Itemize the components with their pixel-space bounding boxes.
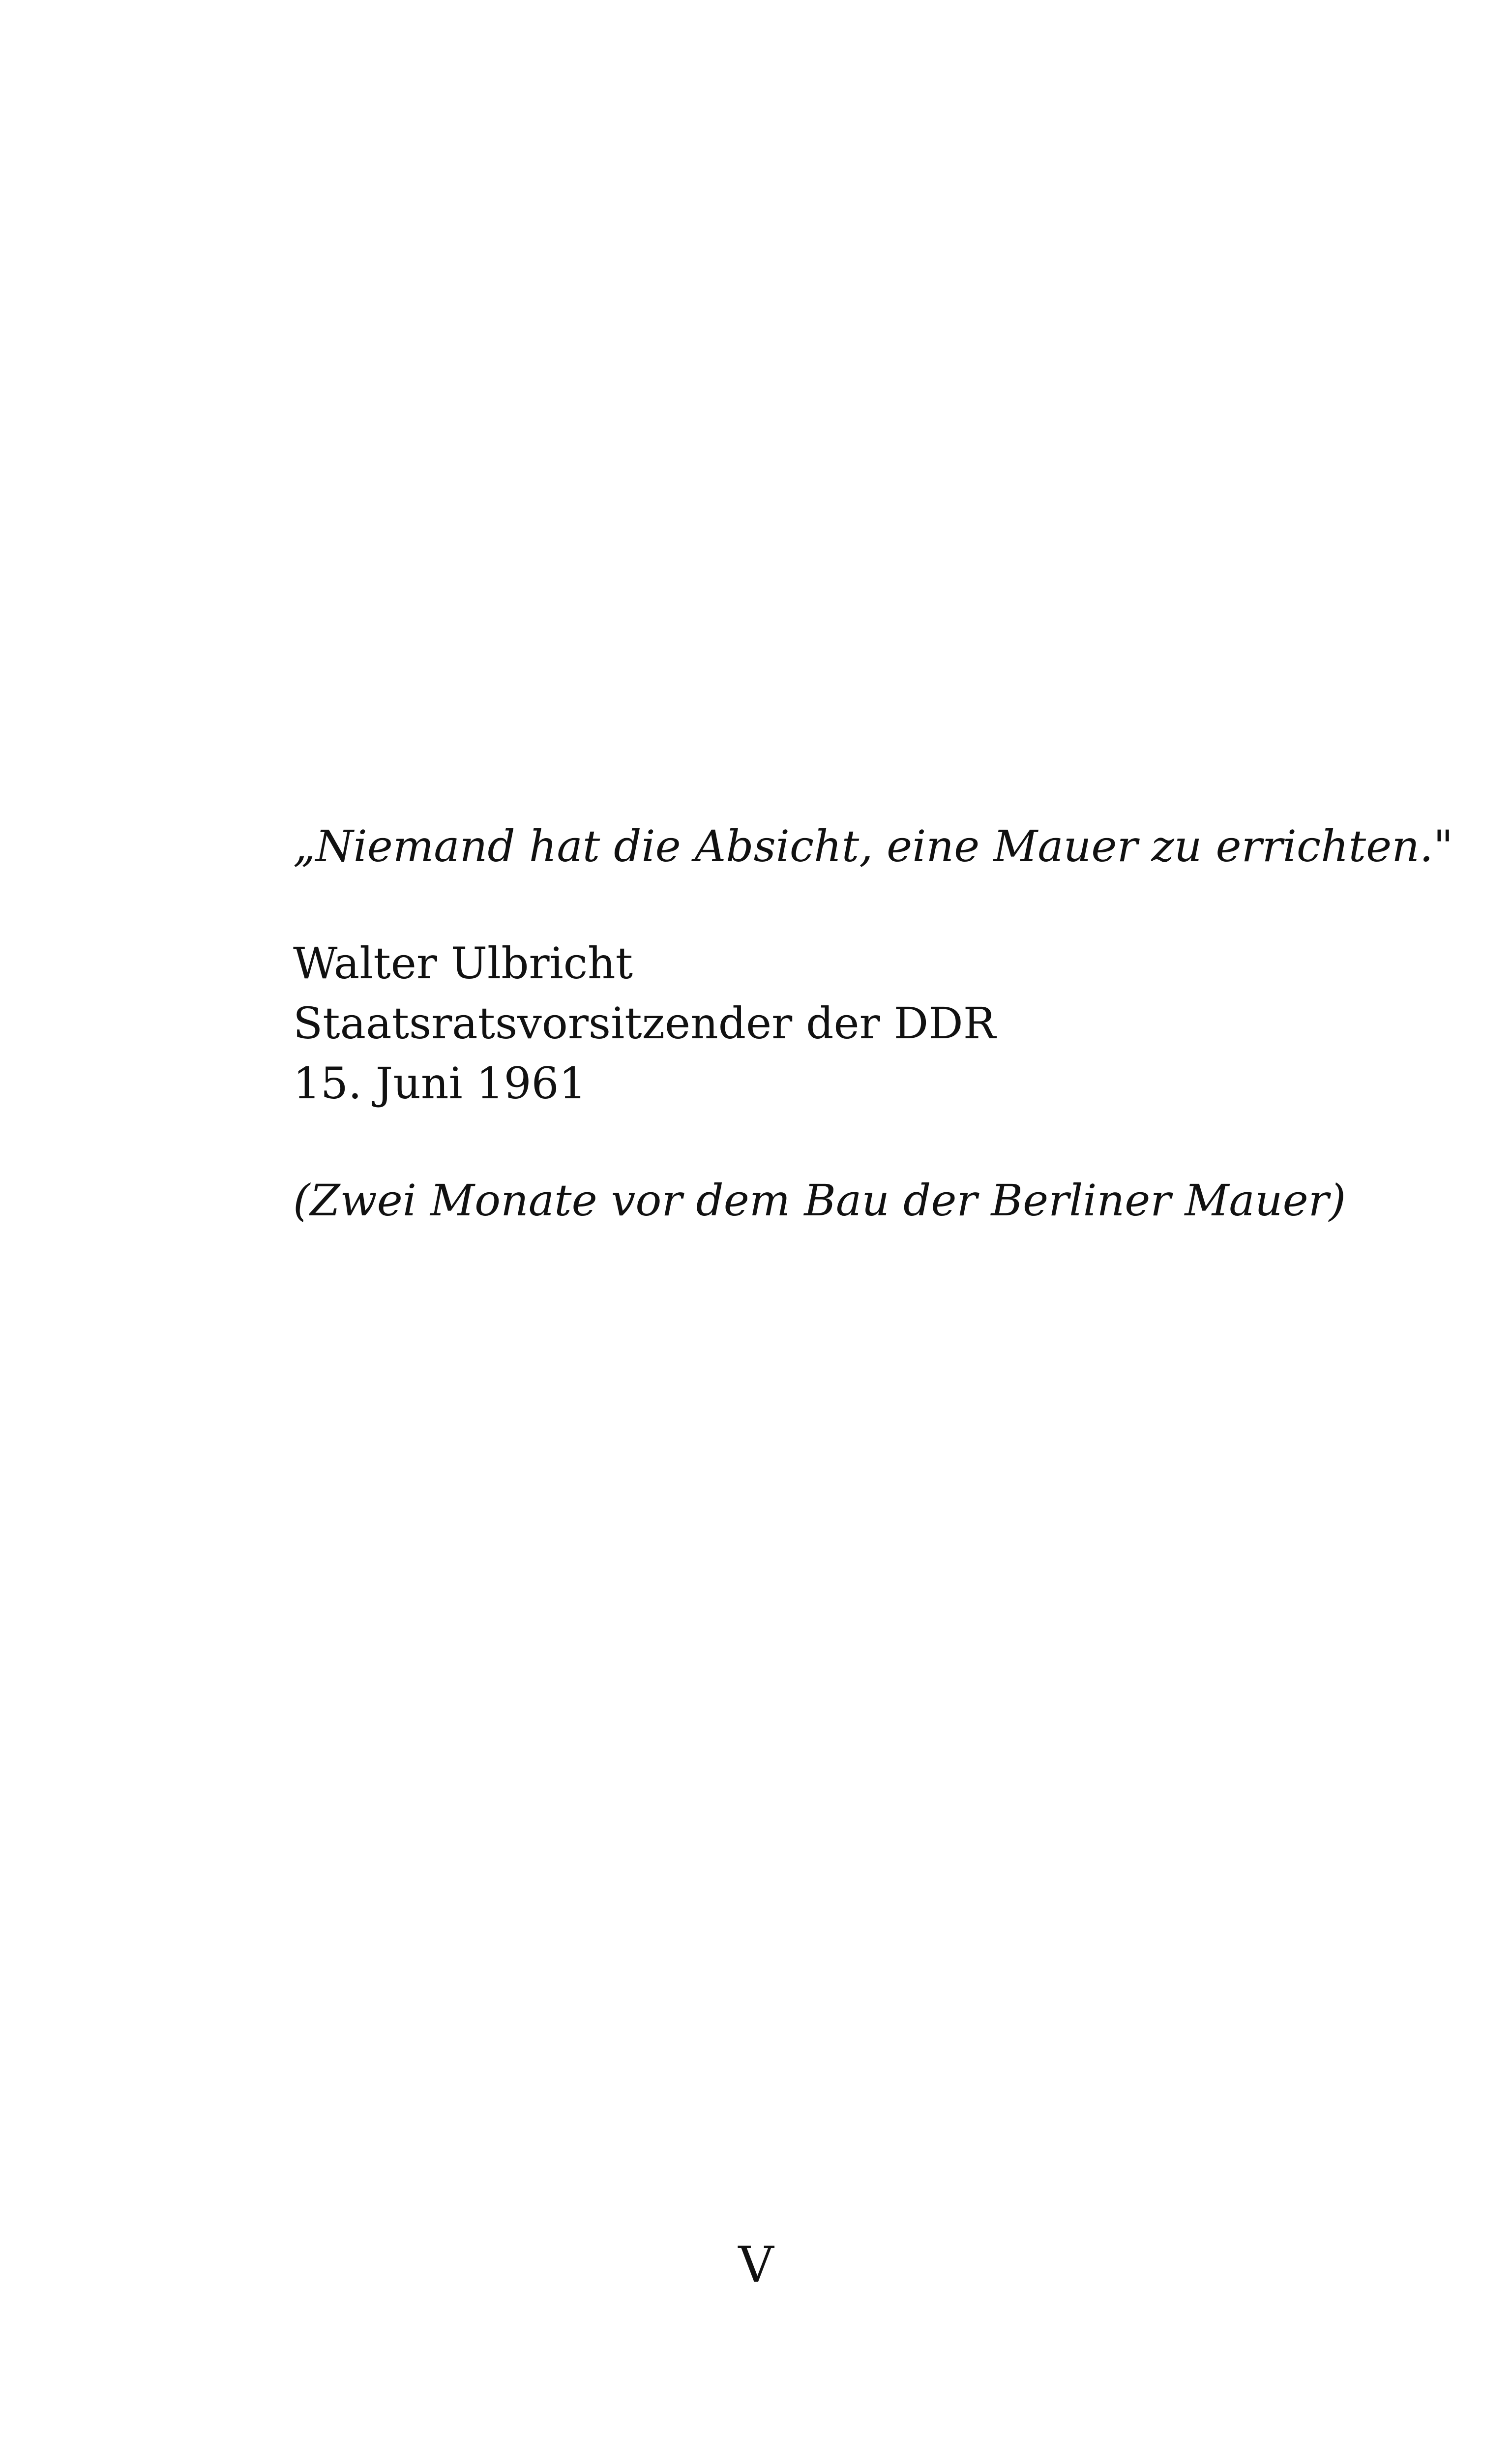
epigraph <box>293 816 1453 1231</box>
attribution-title: Staatsratsvorsitzender der DDR <box>293 998 996 1049</box>
attribution-name: Walter Ulbricht <box>293 938 633 989</box>
epigraph-quote: „Niemand hat die Absicht, eine Mauer zu errichten." <box>293 821 1453 872</box>
epigraph-attribution <box>293 934 1424 1114</box>
attribution-date: 15. Juni 1961 <box>293 1058 587 1109</box>
page-number: V <box>738 2236 774 2293</box>
epigraph-note: (Zwei Monate vor dem Bau der Berliner Mauer) <box>293 1175 1346 1226</box>
